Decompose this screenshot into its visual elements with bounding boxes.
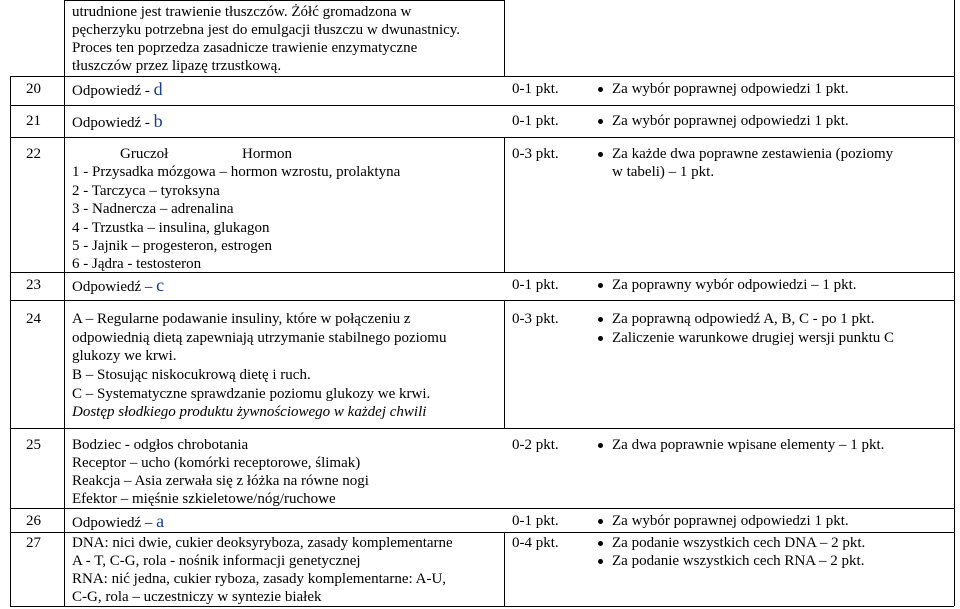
answer-value: c	[156, 275, 165, 295]
points: 0-4 pkt.	[512, 535, 559, 551]
rule	[504, 532, 505, 606]
criteria-text: Za wybór poprawnej odpowiedzi 1 pkt.	[612, 513, 849, 529]
points: 0-1 pkt.	[512, 81, 559, 97]
bullet-icon	[598, 336, 603, 341]
criteria-text: Za wybór poprawnej odpowiedzi 1 pkt.	[612, 81, 849, 97]
rule	[504, 137, 505, 272]
question-number: 20	[26, 81, 41, 97]
intro-line: pęcherzyku potrzebna jest do emulgacji tłuszczu w dwunastnicy.	[72, 22, 461, 38]
bullet-icon	[598, 519, 603, 524]
question-number: 21	[26, 113, 41, 129]
answer-text-line: DNA: nici dwie, cukier deoksyryboza, zasady komplementarne	[72, 535, 453, 551]
points: 0-1 pkt.	[512, 513, 559, 529]
answer-text-line: glukozy we krwi.	[72, 348, 177, 364]
intro-line: utrudnione jest trawienie tłuszczów. Żółć gromadzona w	[72, 4, 412, 20]
pairing-line: 1 - Przysadka mózgowa – hormon wzrostu, prolaktyna	[72, 164, 401, 180]
answer-value: d	[153, 79, 163, 99]
column-header-hormone: Hormon	[242, 146, 292, 162]
pairing-line: 3 - Nadnercza – adrenalina	[72, 201, 234, 217]
intro-line: Proces ten poprzedza zasadnicze trawienie enzymatyczne	[72, 40, 418, 56]
answer-text-line: Bodziec - odgłos chrobotania	[72, 437, 249, 453]
answer-text-line: C-G, rola – uczestniczy w syntezie białek	[72, 589, 322, 605]
bullet-icon	[598, 541, 603, 546]
criteria-text: Za każde dwa poprawne zestawienia (poziomy	[612, 146, 894, 162]
question-number: 25	[26, 437, 41, 453]
criteria-text: Za podanie wszystkich cech RNA – 2 pkt.	[612, 553, 865, 569]
answer-label: Odpowiedź –	[72, 279, 157, 295]
answer-line	[72, 276, 164, 296]
points: 0-1 pkt.	[512, 113, 559, 129]
answer-text-line: C – Systematyczne sprawdzanie poziomu glukozy we krwi.	[72, 386, 431, 402]
pairing-line: 6 - Jądra - testosteron	[72, 256, 202, 272]
rule	[10, 76, 11, 606]
intro-line: tłuszczów przez lipazę trzustkową.	[72, 58, 282, 74]
rule	[10, 606, 954, 607]
answer-line	[72, 112, 163, 132]
criteria-text: Zaliczenie warunkowe drugiej wersji punktu C	[612, 330, 894, 346]
criteria-text: Za poprawną odpowiedź A, B, C - po 1 pkt.	[612, 311, 875, 327]
criteria-text: Za poprawny wybór odpowiedzi – 1 pkt.	[612, 277, 857, 293]
answer-text-line: RNA: nić jedna, cukier ryboza, zasady komplementarne: A-U,	[72, 571, 447, 587]
bullet-icon	[598, 559, 603, 564]
answer-text-line: Reakcja – Asia zerwała się z łóżka na równe nogi	[72, 473, 369, 489]
bullet-icon	[598, 317, 603, 322]
answer-text-line: A – Regularne podawanie insuliny, które w połączeniu z	[72, 311, 411, 327]
rule	[10, 300, 954, 301]
criteria-text: Za wybór poprawnej odpowiedzi 1 pkt.	[612, 113, 849, 129]
question-number: 22	[26, 146, 41, 162]
rule	[954, 0, 955, 606]
rule	[64, 0, 504, 1]
question-number: 26	[26, 513, 41, 529]
criteria-text: Za dwa poprawnie wpisane elementy – 1 pkt.	[612, 437, 885, 453]
rule	[10, 105, 954, 106]
answer-label: Odpowiedź -	[72, 83, 154, 99]
rule	[10, 532, 954, 533]
question-number: 24	[26, 311, 41, 327]
answer-value: a	[156, 511, 165, 531]
rule	[504, 0, 505, 76]
points: 0-3 pkt.	[512, 311, 559, 327]
answer-line	[72, 80, 163, 100]
rule	[10, 76, 954, 77]
answer-label: Odpowiedź –	[72, 515, 157, 531]
question-number: 23	[26, 277, 41, 293]
bullet-icon	[598, 443, 603, 448]
bullet-icon	[598, 119, 603, 124]
rule	[504, 300, 505, 428]
points: 0-2 pkt.	[512, 437, 559, 453]
rule	[64, 0, 65, 606]
points: 0-3 pkt.	[512, 146, 559, 162]
answer-line	[72, 512, 164, 532]
pairing-line: 5 - Jajnik – progesteron, estrogen	[72, 238, 272, 254]
bullet-icon	[598, 283, 603, 288]
answer-text-line: A - T, C-G, rola - nośnik informacji genetycznej	[72, 553, 361, 569]
column-header-gland: Gruczoł	[120, 146, 169, 162]
answer-text-line: Efektor – mięśnie szkieletowe/nóg/ruchowe	[72, 491, 336, 507]
answer-label: Odpowiedź -	[72, 115, 154, 131]
rule	[10, 428, 954, 429]
answer-value: b	[153, 111, 163, 131]
pairing-line: 2 - Tarczyca – tyroksyna	[72, 183, 220, 199]
answer-text-line: Receptor – ucho (komórki receptorowe, ślimak)	[72, 455, 361, 471]
rule	[10, 508, 954, 509]
answer-text-line: odpowiednią dietą zapewniają utrzymanie stabilnego poziomu	[72, 330, 447, 346]
criteria-text: w tabeli) – 1 pkt.	[612, 164, 715, 180]
question-number: 27	[26, 535, 41, 551]
answer-text-line: B – Stosując niskocukrową dietę i ruch.	[72, 367, 311, 383]
bullet-icon	[598, 152, 603, 157]
pairing-line: 4 - Trzustka – insulina, glukagon	[72, 220, 270, 236]
rule	[10, 137, 954, 138]
bullet-icon	[598, 87, 603, 92]
points: 0-1 pkt.	[512, 277, 559, 293]
criteria-text: Za podanie wszystkich cech DNA – 2 pkt.	[612, 535, 866, 551]
alternative-answer-line: Dostęp słodkiego produktu żywnościowego w każdej chwili	[72, 404, 427, 420]
